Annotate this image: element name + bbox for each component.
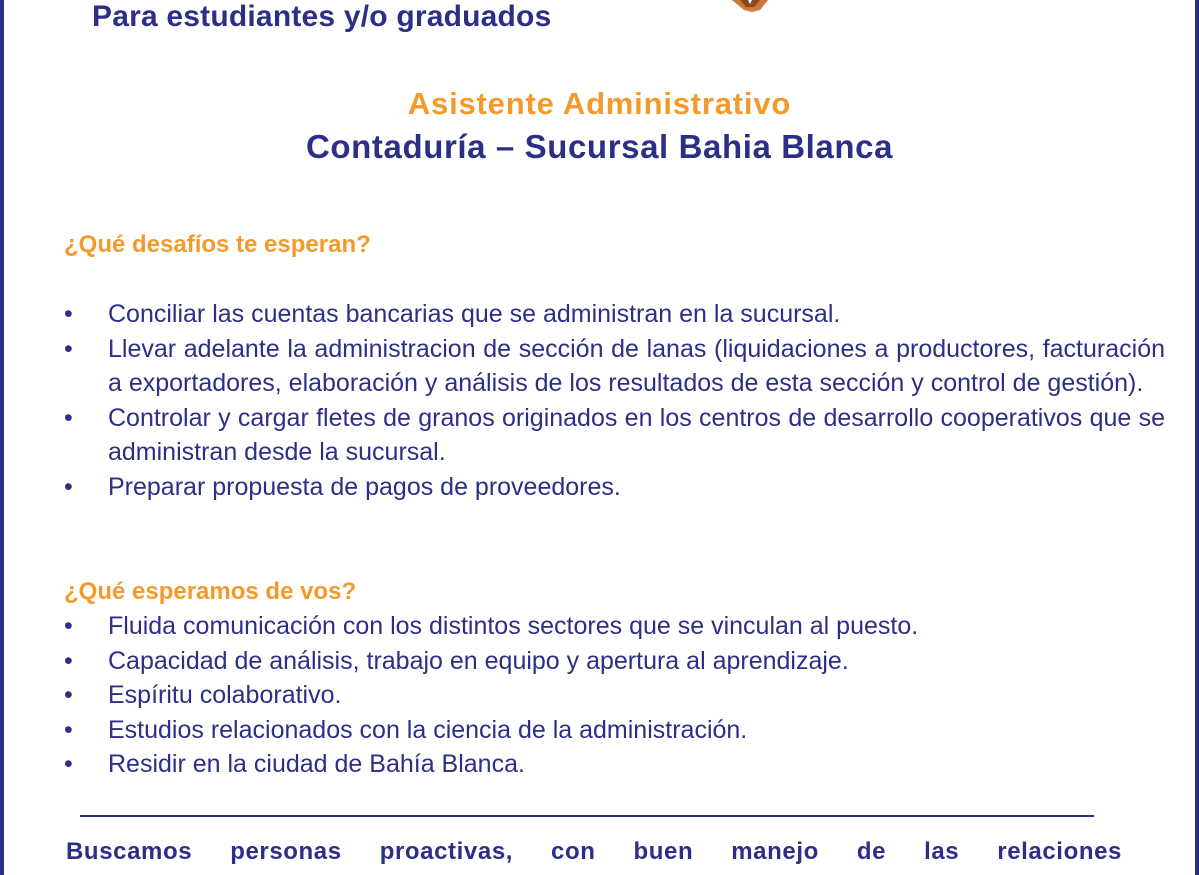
- bullet-icon: •: [64, 472, 73, 501]
- section-divider: [80, 815, 1094, 817]
- closing-paragraph: Buscamos personas proactivas, con buen manejo de las relaciones: [66, 838, 1122, 865]
- list-item: • Capacidad de análisis, trabajo en equipo y apertura al aprendizaje.: [64, 644, 1165, 679]
- bullet-icon: •: [64, 403, 73, 432]
- job-subtitle: Contaduría – Sucursal Bahia Blanca: [305, 128, 894, 165]
- logo-fragment-icon: [730, 0, 770, 12]
- expectations-list: [64, 609, 1165, 782]
- list-item: • Espíritu colaborativo.: [64, 678, 1165, 713]
- bullet-icon: •: [64, 646, 73, 675]
- bullet-icon: •: [64, 715, 73, 744]
- job-title-block: [4, 86, 1195, 166]
- bullet-icon: •: [64, 612, 73, 640]
- job-title: Asistente Administrativo: [407, 86, 792, 121]
- list-item: • Residir en la ciudad de Bahía Blanca.: [64, 747, 1165, 782]
- challenges-heading: ¿Qué desafíos te esperan?: [64, 231, 371, 258]
- list-item: • Controlar y cargar fletes de granos originados en los centros de desarrollo cooperativos que se administran desde la sucursal.: [64, 401, 1165, 470]
- bullet-icon: •: [64, 750, 73, 778]
- list-item: • Estudios relacionados con la ciencia de la administración.: [64, 713, 1165, 748]
- challenges-list: [64, 297, 1165, 504]
- list-item: • Fluida comunicación con los distintos sectores que se vinculan al puesto.: [64, 609, 1165, 644]
- header-subtitle: Para estudiantes y/o graduados: [92, 0, 552, 33]
- list-item: • Preparar propuesta de pagos de proveedores.: [64, 470, 1165, 505]
- list-item: • Llevar adelante la administracion de sección de lanas (liquidaciones a productores, facturación a exportadores, elaboración y análisis de los resultados de esta sección y control de gestión).: [64, 332, 1165, 401]
- bullet-icon: •: [64, 300, 73, 328]
- bullet-icon: •: [64, 681, 73, 709]
- expectations-heading: ¿Qué esperamos de vos?: [64, 578, 357, 605]
- bullet-icon: •: [64, 334, 73, 363]
- list-item: • Conciliar las cuentas bancarias que se administran en la sucursal.: [64, 297, 1165, 332]
